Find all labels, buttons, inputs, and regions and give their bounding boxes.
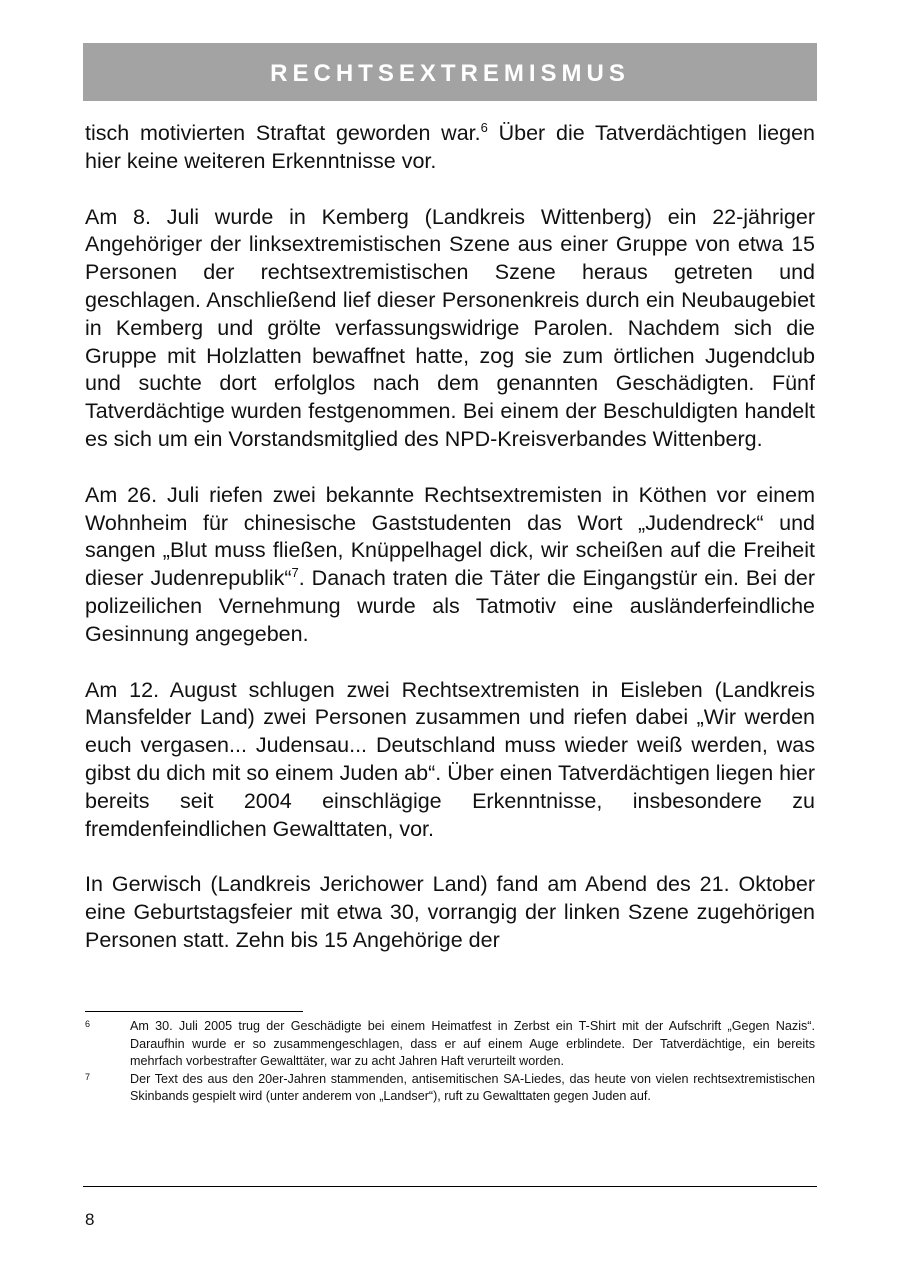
- footnote-separator: [85, 1011, 303, 1012]
- paragraph-text: Über die Tatverdächtigen liegen hier keine weiteren Erkenntnisse vor.: [85, 121, 815, 173]
- footer-rule: [83, 1186, 817, 1187]
- footnote-reference: 6: [480, 119, 488, 135]
- footnote-reference: 7: [291, 565, 299, 580]
- footnote: [85, 1018, 815, 1071]
- paragraph: [85, 204, 815, 454]
- footnote-number: 6: [85, 1019, 91, 1029]
- paragraph-text: Am 26. Juli riefen zwei bekannte Rechtsextremisten in Köthen vor einem Wohnheim für chinesische Gaststudenten das Wort „Judendreck“ und sangen „Blut muss fließen, Knüppelhagel dick, wir scheißen auf die Freiheit dieser Judenrepublik“: [85, 482, 815, 591]
- body-text: [85, 120, 815, 983]
- footnote-number: 7: [85, 1071, 91, 1082]
- page-number: 8: [85, 1210, 95, 1229]
- header-bar: [83, 43, 817, 101]
- paragraph: [85, 482, 815, 649]
- paragraph-text: tisch motivierten Straftat geworden war.: [85, 121, 481, 145]
- footnote-text: Der Text des aus den 20er-Jahren stammenden, antisemitischen SA-Liedes, das heute von vielen rechtsextremistischen Skinbands gespielt wird (unter anderem von „Landser“), ruft zu Gewalttaten gegen Juden auf.: [130, 1071, 815, 1103]
- paragraph: [85, 677, 815, 844]
- paragraph-text: In Gerwisch (Landkreis Jerichower Land) fand am Abend des 21. Oktober eine Geburtstagsfeier mit etwa 30, vorrangig der linken Szene zugehörigen Personen statt. Zehn bis 15 Angehörige der: [85, 872, 815, 952]
- footnotes: [85, 1018, 815, 1106]
- paragraph-text: Am 8. Juli wurde in Kemberg (Landkreis Wittenberg) ein 22-jähriger Angehöriger der linksextremistischen Szene aus einer Gruppe von etwa 15 Personen der rechtsextremistischen Szene heraus getreten und geschlagen. Anschließend lief dieser Personenkreis durch ein Neubaugebiet in Kemberg und grölte verfassungswidrige Parolen. Nachdem sich die Gruppe mit Holzlatten bewaffnet hatte, zog sie zum örtlichen Jugendclub und suchte dort erfolglos nach dem genannten Geschädigten. Fünf Tatverdächtige wurden festgenommen. Bei einem der Beschuldigten handelt es sich um ein Vorstandsmitglied des NPD-Kreisverbandes Wittenberg.: [85, 204, 815, 451]
- footnote-text: Am 30. Juli 2005 trug der Geschädigte bei einem Heimatfest in Zerbst ein T-Shirt mit der Aufschrift „Gegen Nazis“. Daraufhin wurde er so zusammengeschlagen, dass er auf einem Auge erblindete. Der Tatverdächtige, ein bereits mehrfach vorbestrafter Gewalttäter, war zu acht Jahren Haft verurteilt worden.: [130, 1019, 815, 1068]
- page-header-title: RECHTSEXTREMISMUS: [270, 60, 630, 87]
- footnote: [85, 1071, 815, 1106]
- paragraph-text: . Danach traten die Täter die Eingangstür ein. Bei der polizeilichen Vernehmung wurde als Tatmotiv eine ausländerfeindliche Gesinnung angegeben.: [85, 566, 815, 646]
- paragraph: [85, 871, 815, 954]
- paragraph-text: Am 12. August schlugen zwei Rechtsextremisten in Eisleben (Landkreis Mansfelder Land) zwei Personen zusammen und riefen dabei „Wir werden euch vergasen... Judensau... Deutschland muss wieder weiß werden, was gibst du dich mit so einem Juden ab“. Über einen Tatverdächtigen liegen hier bereits seit 2004 einschlägige Erkenntnisse, insbesondere zu fremdenfeindlichen Gewalttaten, vor.: [85, 677, 815, 841]
- paragraph: [85, 120, 815, 176]
